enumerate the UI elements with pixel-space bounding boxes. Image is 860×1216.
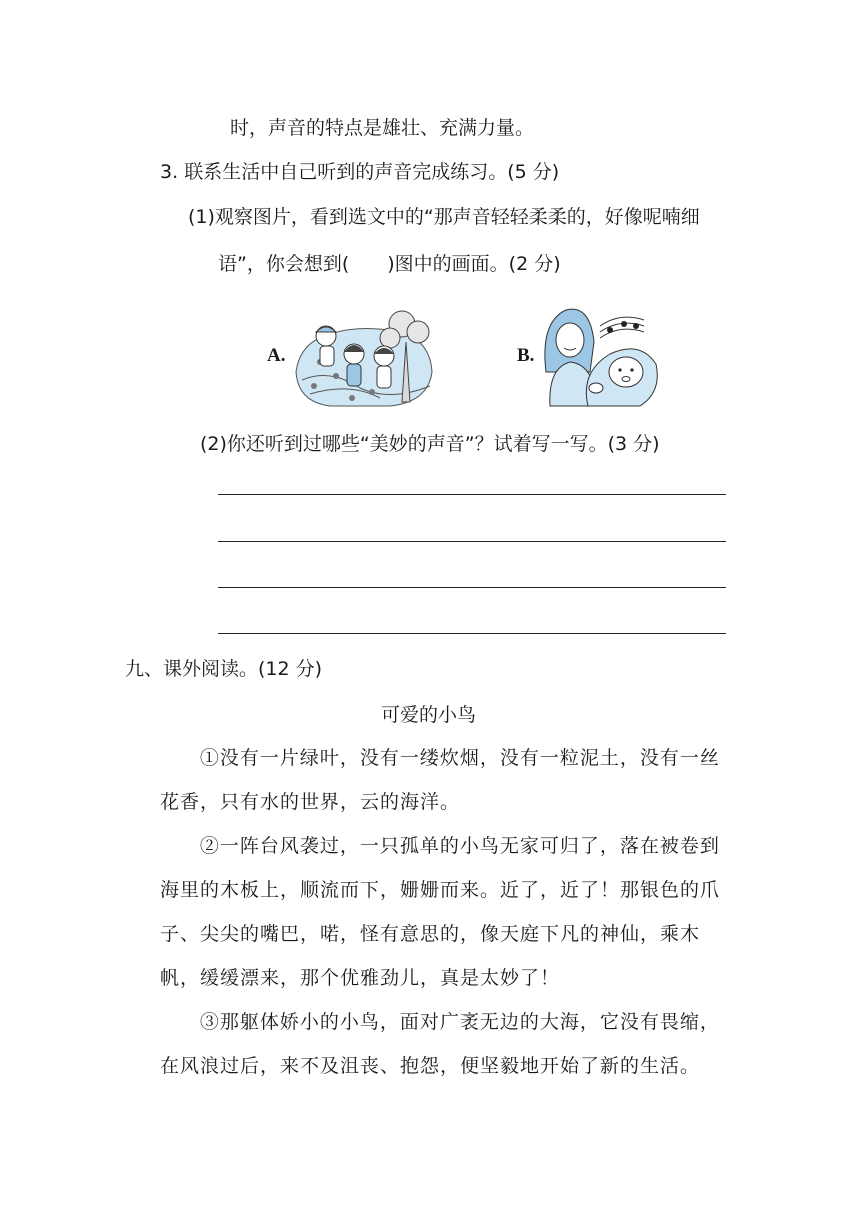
answer-line-1[interactable] — [218, 494, 726, 495]
option-a-illustration — [290, 302, 440, 410]
passage-body — [160, 736, 736, 1088]
sub-question-2: (2)你还听到过哪些“美妙的声音”？试着写一写。(3 分) — [200, 433, 660, 455]
answer-line-3[interactable] — [218, 587, 726, 588]
question-number: 3. — [160, 161, 179, 183]
paragraph-2: ②一阵台风袭过，一只孤单的小鸟无家可归了，落在被卷到海里的木板上，顺流而下，姗姗而来。近了，近了！那银色的爪子、尖尖的嘴巴，喏，怪有意思的，像天庭下凡的神仙，乘木帆，缓缓漂来，那个优雅劲儿，真是太妙了！ — [160, 835, 721, 989]
paragraph-3: ③那躯体娇小的小鸟，面对广袤无边的大海，它没有畏缩，在风浪过后，来不及沮丧、抱怨，便坚毅地开始了新的生活。 — [160, 1011, 720, 1077]
passage-title: 可爱的小鸟 — [381, 704, 477, 726]
sub-question-1-line-2: 语”，你会想到( )图中的画面。(2 分) — [218, 253, 561, 275]
option-a-label: A. — [267, 345, 286, 366]
answer-line-4[interactable] — [218, 633, 726, 634]
answer-line-2[interactable] — [218, 541, 726, 542]
continuation-text: 时，声音的特点是雄壮、充满力量。 — [230, 117, 535, 139]
option-b-label: B. — [517, 345, 535, 366]
question-3 — [160, 160, 559, 184]
paragraph-1: ①没有一片绿叶，没有一缕炊烟，没有一粒泥土，没有一丝花香，只有水的世界，云的海洋。 — [160, 747, 720, 813]
question-text: 联系生活中自己听到的声音完成练习。(5 分) — [184, 161, 560, 183]
sub-question-1-line-1: (1)观察图片，看到选文中的“那声音轻轻柔柔的，好像呢喃细 — [188, 206, 700, 228]
option-b-illustration — [540, 302, 662, 408]
section-heading: 九、课外阅读。(12 分) — [125, 658, 323, 680]
